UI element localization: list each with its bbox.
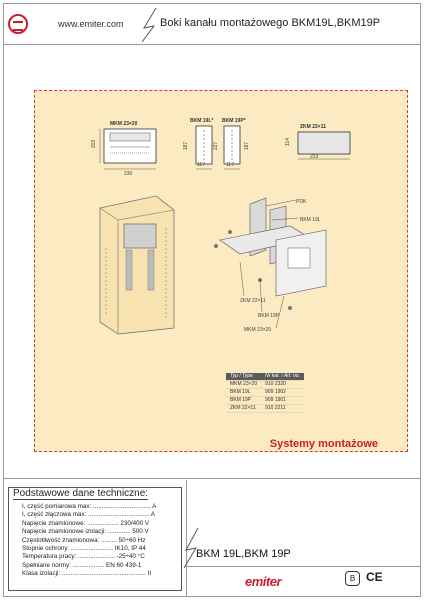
table-row xyxy=(226,397,304,405)
table-cell-catno: 909 1902 xyxy=(261,389,304,397)
zkm-drawing xyxy=(292,130,356,166)
spec-row: Klasa izolacji: ................................................ II xyxy=(22,570,152,578)
mkm-width: 230 xyxy=(124,171,133,177)
spec-row: I, część pomiarowa max: ................................. A xyxy=(22,503,157,510)
zkm-height: 114 xyxy=(284,138,291,146)
tech-spec-list xyxy=(22,503,180,579)
emiter-brand-logo: emiter xyxy=(245,574,282,589)
table-cell-catno: 910 2320 xyxy=(261,381,304,389)
model-name: BKM 19L,BKM 19P xyxy=(196,548,291,560)
table-cell-type: BKM 19P xyxy=(226,397,261,405)
mkm-label: MKM 23×20 xyxy=(110,121,138,127)
spec-row: Napięcie znamionowe: .................. 230/400 V xyxy=(22,519,150,527)
table-cell-type: BKM 19L xyxy=(226,389,261,397)
callout-pdk: PDK xyxy=(296,199,307,205)
bkm-height-1: 187 xyxy=(183,141,190,151)
emiter-logo-icon xyxy=(8,14,28,34)
bkm19p-label: BKM 19P* xyxy=(222,118,246,124)
systemy-montazowe-label: Systemy montażowe xyxy=(269,438,378,450)
ce-mark-icon: CE xyxy=(366,570,383,584)
zkm-width: 223 xyxy=(310,154,319,160)
spec-row: Spełniane normy: .................. EN 60 439-1 xyxy=(22,561,142,569)
table-header-type: Typ / Type xyxy=(226,373,261,381)
footer-divider-horizontal xyxy=(187,566,420,567)
table-cell-type: ZKM 22×11 xyxy=(226,405,261,413)
spec-row: I, część złączowa max: ................................... A xyxy=(22,511,155,519)
website-url[interactable]: www.emiter.com xyxy=(58,19,124,29)
mkm-drawing xyxy=(96,127,166,175)
callout-zkm: ZKM 22×11 xyxy=(240,298,266,304)
b-certification-icon: B xyxy=(345,571,360,586)
bkm19l-label: BKM 19L* xyxy=(190,118,214,124)
types-table xyxy=(226,373,304,413)
zkm-label: ZKM 22×11 xyxy=(300,124,326,130)
tech-spec-title: Podstawowe dane techniczne: xyxy=(13,488,149,499)
bkm-width-2: 117 xyxy=(226,162,234,168)
table-header-row xyxy=(226,373,304,381)
mkm-height: 203 xyxy=(91,139,98,149)
tech-spec-box xyxy=(8,487,182,591)
spec-row: Częstotliwość znamionowa: ......... 50÷60 Hz xyxy=(22,536,146,544)
callout-mkm: MKM 23×20 xyxy=(244,327,272,333)
spec-row: Stopnie ochrony: ........................ IK10, IP 44 xyxy=(22,545,146,553)
table-cell-catno: 910 2211 xyxy=(261,405,304,413)
spec-row: Napięcie znamionowe izolacji: ............. 500 V xyxy=(22,528,149,536)
cabinet-illustration xyxy=(86,188,182,336)
table-header-catno: Nr kat. / Art. no. xyxy=(261,373,304,381)
callout-bkm19p: BKM 19P xyxy=(258,313,280,319)
lightning-divider-icon xyxy=(138,8,162,42)
table-cell-catno: 909 1901 xyxy=(261,397,304,405)
callout-bkm19l: BKM 19L xyxy=(300,217,321,223)
table-row xyxy=(226,405,304,413)
bkm-height-3: 187 xyxy=(244,141,251,151)
spec-row: Temperatura pracy: ..................... -25÷40 °C xyxy=(22,553,145,561)
table-row xyxy=(226,381,304,389)
page-title: Boki kanału montażowego BKM19L,BKM19P xyxy=(160,17,381,29)
bkm-height-2: 227 xyxy=(213,141,220,151)
table-cell-type: MKM 23×20 xyxy=(226,381,261,389)
bkm-width-1: 117 xyxy=(197,162,205,168)
table-row xyxy=(226,389,304,397)
